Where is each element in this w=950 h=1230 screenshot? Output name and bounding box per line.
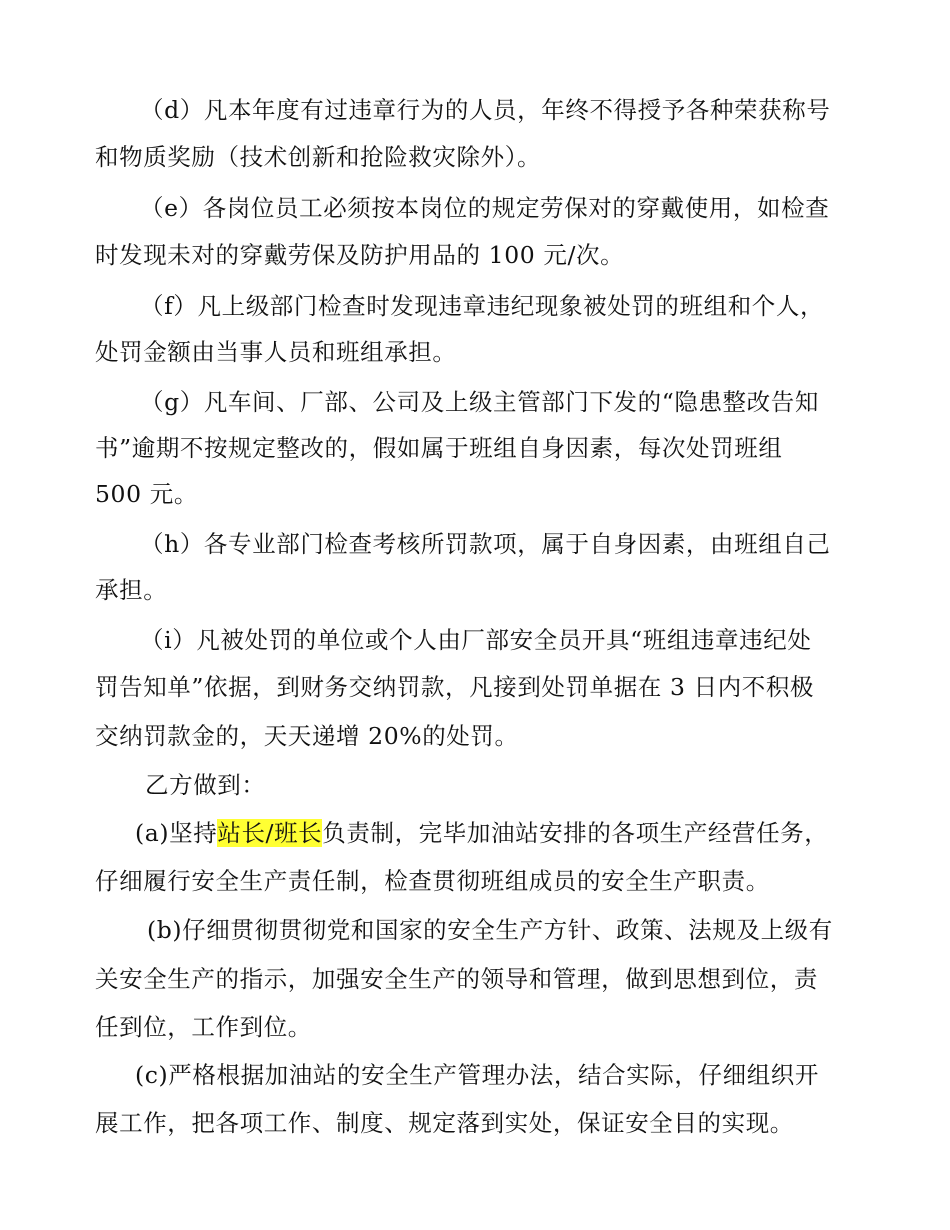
paragraph-b-line-1: (b)仔细贯彻贯彻党和国家的安全生产方针、政策、法规及上级有 [147, 916, 833, 944]
paragraph-b-line-3: 任到位，工作到位。 [95, 1013, 312, 1041]
paragraph-a-line-1 [135, 813, 828, 853]
paragraph-a-suffix: 负责制，完毕加油站安排的各项生产经营任务， [322, 819, 829, 847]
paragraph-i-line-3: 交纳罚款金的，天天递增 20%的处罚。 [95, 722, 519, 750]
paragraph-a-line-2: 仔细履行安全生产责任制，检查贯彻班组成员的安全生产职责。 [95, 867, 770, 895]
paragraph-h-line-2: 承担。 [95, 576, 168, 604]
paragraph-e-line-2: 时发现未对的穿戴劳保及防护用品的 100 元/次。 [95, 241, 625, 269]
paragraph-c-line-1: (c)严格根据加油站的安全生产管理办法，结合实际，仔细组织开 [135, 1061, 819, 1089]
yifang-heading: 乙方做到： [145, 771, 266, 799]
paragraph-f-line-2: 处罚金额由当事人员和班组承担。 [95, 338, 457, 366]
paragraph-g-line-1: （g）凡车间、厂部、公司及上级主管部门下发的“隐患整改告知 [140, 388, 819, 416]
paragraph-a-prefix: (a)坚持 [135, 819, 218, 847]
paragraph-g-line-3: 500 元。 [95, 480, 198, 508]
paragraph-g-line-2: 书”逾期不按规定整改的，假如属于班组自身因素，每次处罚班组 [95, 434, 783, 462]
paragraph-i-line-1: （i）凡被处罚的单位或个人由厂部安全员开具“班组违章违纪处 [140, 626, 812, 654]
paragraph-c-line-2: 展工作，把各项工作、制度、规定落到实处，保证安全目的实现。 [95, 1109, 794, 1137]
paragraph-b-line-2: 关安全生产的指示，加强安全生产的领导和管理，做到思想到位，责 [95, 965, 818, 993]
paragraph-i-line-2: 罚告知单”依据，到财务交纳罚款，凡接到处罚单据在 3 日内不积极 [95, 673, 815, 701]
paragraph-d-line-1: （d）凡本年度有过违章行为的人员，年终不得授予各种荣获称号 [140, 96, 831, 124]
highlighted-role-text: 站长/班长 [217, 819, 323, 847]
paragraph-d-line-2: 和物质奖励（技术创新和抢险救灾除外）。 [95, 143, 542, 171]
paragraph-e-line-1: （e）各岗位员工必须按本岗位的规定劳保对的穿戴使用，如检查 [140, 194, 830, 222]
paragraph-f-line-1: （f）凡上级部门检查时发现违章违纪现象被处罚的班组和个人， [140, 292, 825, 320]
paragraph-h-line-1: （h）各专业部门检查考核所罚款项，属于自身因素，由班组自己 [140, 530, 831, 558]
